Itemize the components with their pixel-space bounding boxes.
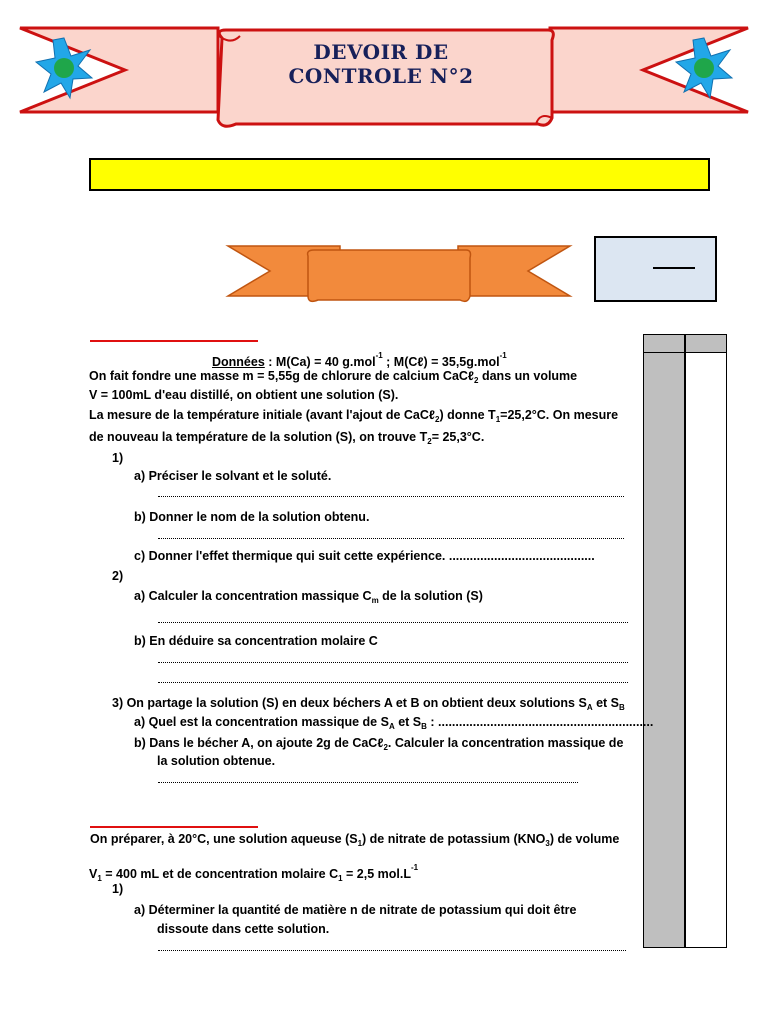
score-fraction-line	[653, 267, 695, 269]
exercise2-red-line	[90, 826, 258, 828]
intro-line-4: de nouveau la température de la solution (S), on trouve $T_2= 25,3^\circ C$.	[89, 430, 485, 446]
answer-line[interactable]	[158, 950, 626, 951]
question-1c: c) Donner l'effet thermique qui suit cette expérience. ..........................................	[134, 549, 595, 563]
title-line-2: CONTROLE N°2	[288, 64, 474, 88]
margin-left-column	[644, 335, 686, 947]
margin-header-divider	[684, 335, 686, 353]
answer-line[interactable]	[158, 496, 624, 497]
question-3a: a) Quel est la concentration massique de $S_A$ et $S_B$ : ..............................................................	[134, 715, 654, 731]
question-3b: b) Dans le bécher A, on ajoute 2g de CaCℓ$_2$. Calculer la concentration massique de	[134, 736, 624, 752]
question-3: 3) On partage la solution (S) en deux béchers A et B on obtient deux solutions $S_A$ et $S_B$	[112, 696, 625, 712]
question-2a: a) Calculer la concentration massique $C_m$ de la solution (S)	[134, 589, 483, 605]
question-3b-continued: la solution obtenue.	[157, 754, 276, 768]
question-1b: b) Donner le nom de la solution obtenu.	[134, 510, 370, 524]
score-box	[594, 236, 717, 302]
answer-line[interactable]	[158, 682, 628, 683]
grading-margin-column	[643, 334, 727, 948]
page-title	[246, 40, 516, 88]
answer-line[interactable]	[158, 538, 624, 539]
yellow-name-bar	[89, 158, 710, 191]
answer-line[interactable]	[158, 782, 578, 783]
answer-line[interactable]	[158, 662, 628, 663]
orange-ribbon	[220, 238, 580, 306]
question-1a: a) Préciser le solvant et le soluté.	[134, 469, 332, 483]
exercise2-line-1: On préparer, à 20°C, une solution aqueuse $(S_1)$ de nitrate de potassium $(KNO_3)$ de volume	[90, 832, 620, 848]
donnees-line: Données : M(Ca) = 40 g.mol$^{-1}$ ; M(Cℓ) = 35,5g.mol$^{-1}$	[212, 351, 507, 369]
intro-line-1: On fait fondre une masse m = 5,55g de chlorure de calcium CaCℓ$_2$ dans un volume	[89, 369, 578, 385]
question-2b: b) En déduire sa concentration molaire C	[134, 634, 378, 648]
exercise2-question-1a-continued: dissoute dans cette solution.	[157, 922, 330, 936]
exercise2-question-1-number: 1)	[112, 882, 124, 896]
exercise1-red-line	[90, 340, 258, 342]
question-1-number: 1)	[112, 451, 124, 465]
intro-line-3: La mesure de la température initiale (avant l'ajout de CaCℓ$_2$) donne $T_1=25,2^\circ C$. On mesure	[89, 408, 619, 424]
answer-line[interactable]	[158, 622, 628, 623]
exercise2-question-1a: a) Déterminer la quantité de matière n de nitrate de potassium qui doit être	[134, 903, 577, 917]
intro-line-2: V = 100mL d'eau distillé, on obtient une solution (S).	[89, 388, 399, 402]
question-2-number: 2)	[112, 569, 124, 583]
exercise2-line-2: $V_1 = 400$ mL et de concentration molaire $C_1 = 2,5$ $mol.L^{-1}$	[89, 863, 419, 883]
title-line-1: DEVOIR DE	[313, 40, 449, 64]
